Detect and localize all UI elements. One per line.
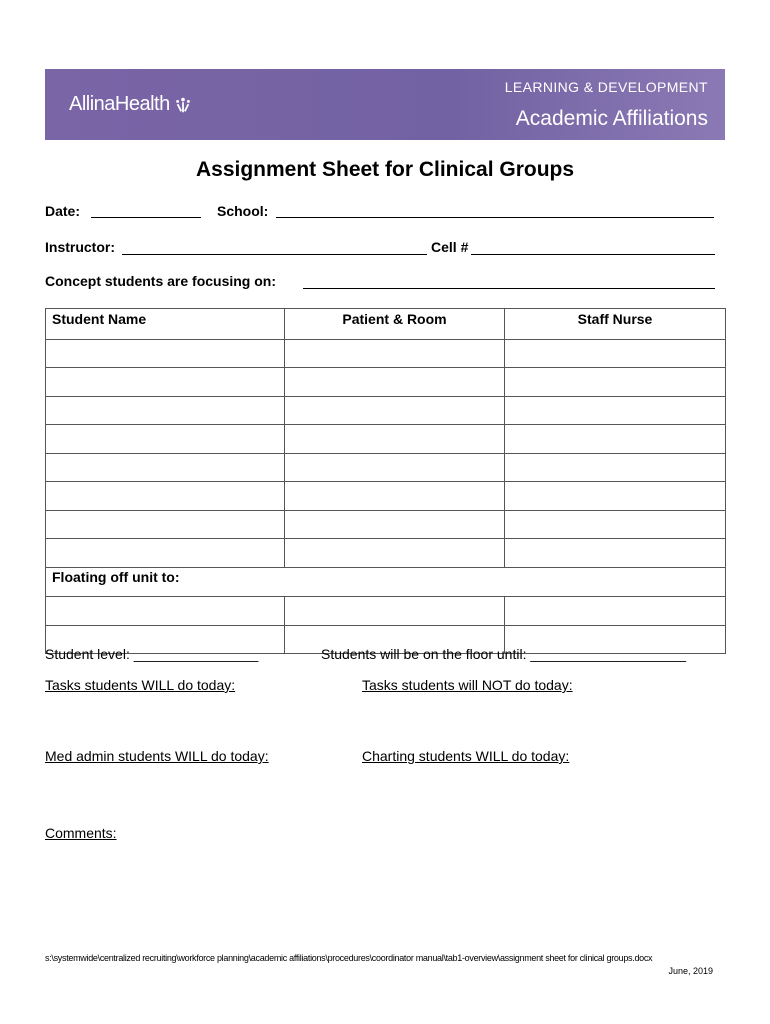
table-row (46, 425, 726, 454)
table-cell[interactable] (46, 368, 285, 397)
charting-label: Charting students WILL do today: (362, 748, 570, 764)
student-name-header: Student Name (46, 309, 285, 340)
table-cell[interactable] (505, 482, 726, 511)
banner-subtitle: LEARNING & DEVELOPMENT (504, 79, 708, 95)
table-cell[interactable] (505, 597, 726, 626)
table-cell[interactable] (285, 339, 505, 368)
date-field[interactable] (91, 217, 201, 218)
table-cell[interactable] (505, 339, 726, 368)
allina-health-logo (69, 93, 192, 116)
table-cell[interactable] (46, 597, 285, 626)
school-label: School: (217, 203, 269, 219)
table-row (46, 597, 726, 626)
tasks-not-label: Tasks students will NOT do today: (362, 677, 573, 693)
concept-field[interactable] (303, 288, 715, 289)
date-label: Date: (45, 203, 81, 219)
tasks-will-label: Tasks students WILL do today: (45, 677, 236, 693)
table-cell[interactable] (505, 396, 726, 425)
table-cell[interactable] (505, 510, 726, 539)
footer-file-path: s:\systemwide\centralized recruiting\workforce planning\academic affiliations\procedures\coordinator manual\tab1-overview\assignment sheet for clinical groups.docx (45, 953, 653, 963)
table-cell[interactable] (505, 539, 726, 568)
table-cell[interactable] (46, 396, 285, 425)
table-row (46, 510, 726, 539)
staff-nurse-header: Staff Nurse (505, 309, 726, 340)
table-cell[interactable] (285, 482, 505, 511)
instructor-label: Instructor: (45, 239, 115, 255)
table-row (46, 482, 726, 511)
cell-field[interactable] (471, 254, 715, 255)
concept-label: Concept students are focusing on: (45, 273, 277, 289)
patient-room-header: Patient & Room (285, 309, 505, 340)
table-cell[interactable] (285, 510, 505, 539)
table-row (46, 396, 726, 425)
banner-title: Academic Affiliations (515, 107, 708, 130)
student-level-field[interactable]: Student level: ________________ (45, 646, 259, 662)
table-row (46, 368, 726, 397)
floating-label: Floating off unit to: (46, 567, 726, 597)
table-header-row (46, 309, 726, 340)
leaf-people-icon (174, 96, 192, 114)
table-cell[interactable] (285, 368, 505, 397)
table-cell[interactable] (285, 425, 505, 454)
header-banner (45, 69, 725, 140)
instructor-field[interactable] (122, 254, 427, 255)
table-cell[interactable] (285, 453, 505, 482)
table-cell[interactable] (46, 482, 285, 511)
logo-text: AllinaHealth (69, 93, 170, 115)
school-field[interactable] (276, 217, 714, 218)
table-cell[interactable] (46, 425, 285, 454)
table-cell[interactable] (285, 539, 505, 568)
table-row (46, 453, 726, 482)
table-row (46, 539, 726, 568)
table-row (46, 339, 726, 368)
page-title: Assignment Sheet for Clinical Groups (195, 158, 575, 181)
floating-row (46, 567, 726, 597)
table-cell[interactable] (505, 368, 726, 397)
assignment-table (45, 308, 726, 654)
floor-until-field[interactable]: Students will be on the floor until: ____________________ (321, 646, 687, 662)
med-admin-label: Med admin students WILL do today: (45, 748, 269, 764)
comments-label: Comments: (45, 825, 117, 841)
table-cell[interactable] (46, 510, 285, 539)
cell-label: Cell # (431, 239, 469, 255)
table-cell[interactable] (285, 396, 505, 425)
table-cell[interactable] (505, 453, 726, 482)
table-cell[interactable] (46, 339, 285, 368)
table-cell[interactable] (505, 425, 726, 454)
table-cell[interactable] (46, 453, 285, 482)
table-cell[interactable] (46, 539, 285, 568)
table-cell[interactable] (285, 597, 505, 626)
footer-date: June, 2019 (668, 966, 713, 976)
